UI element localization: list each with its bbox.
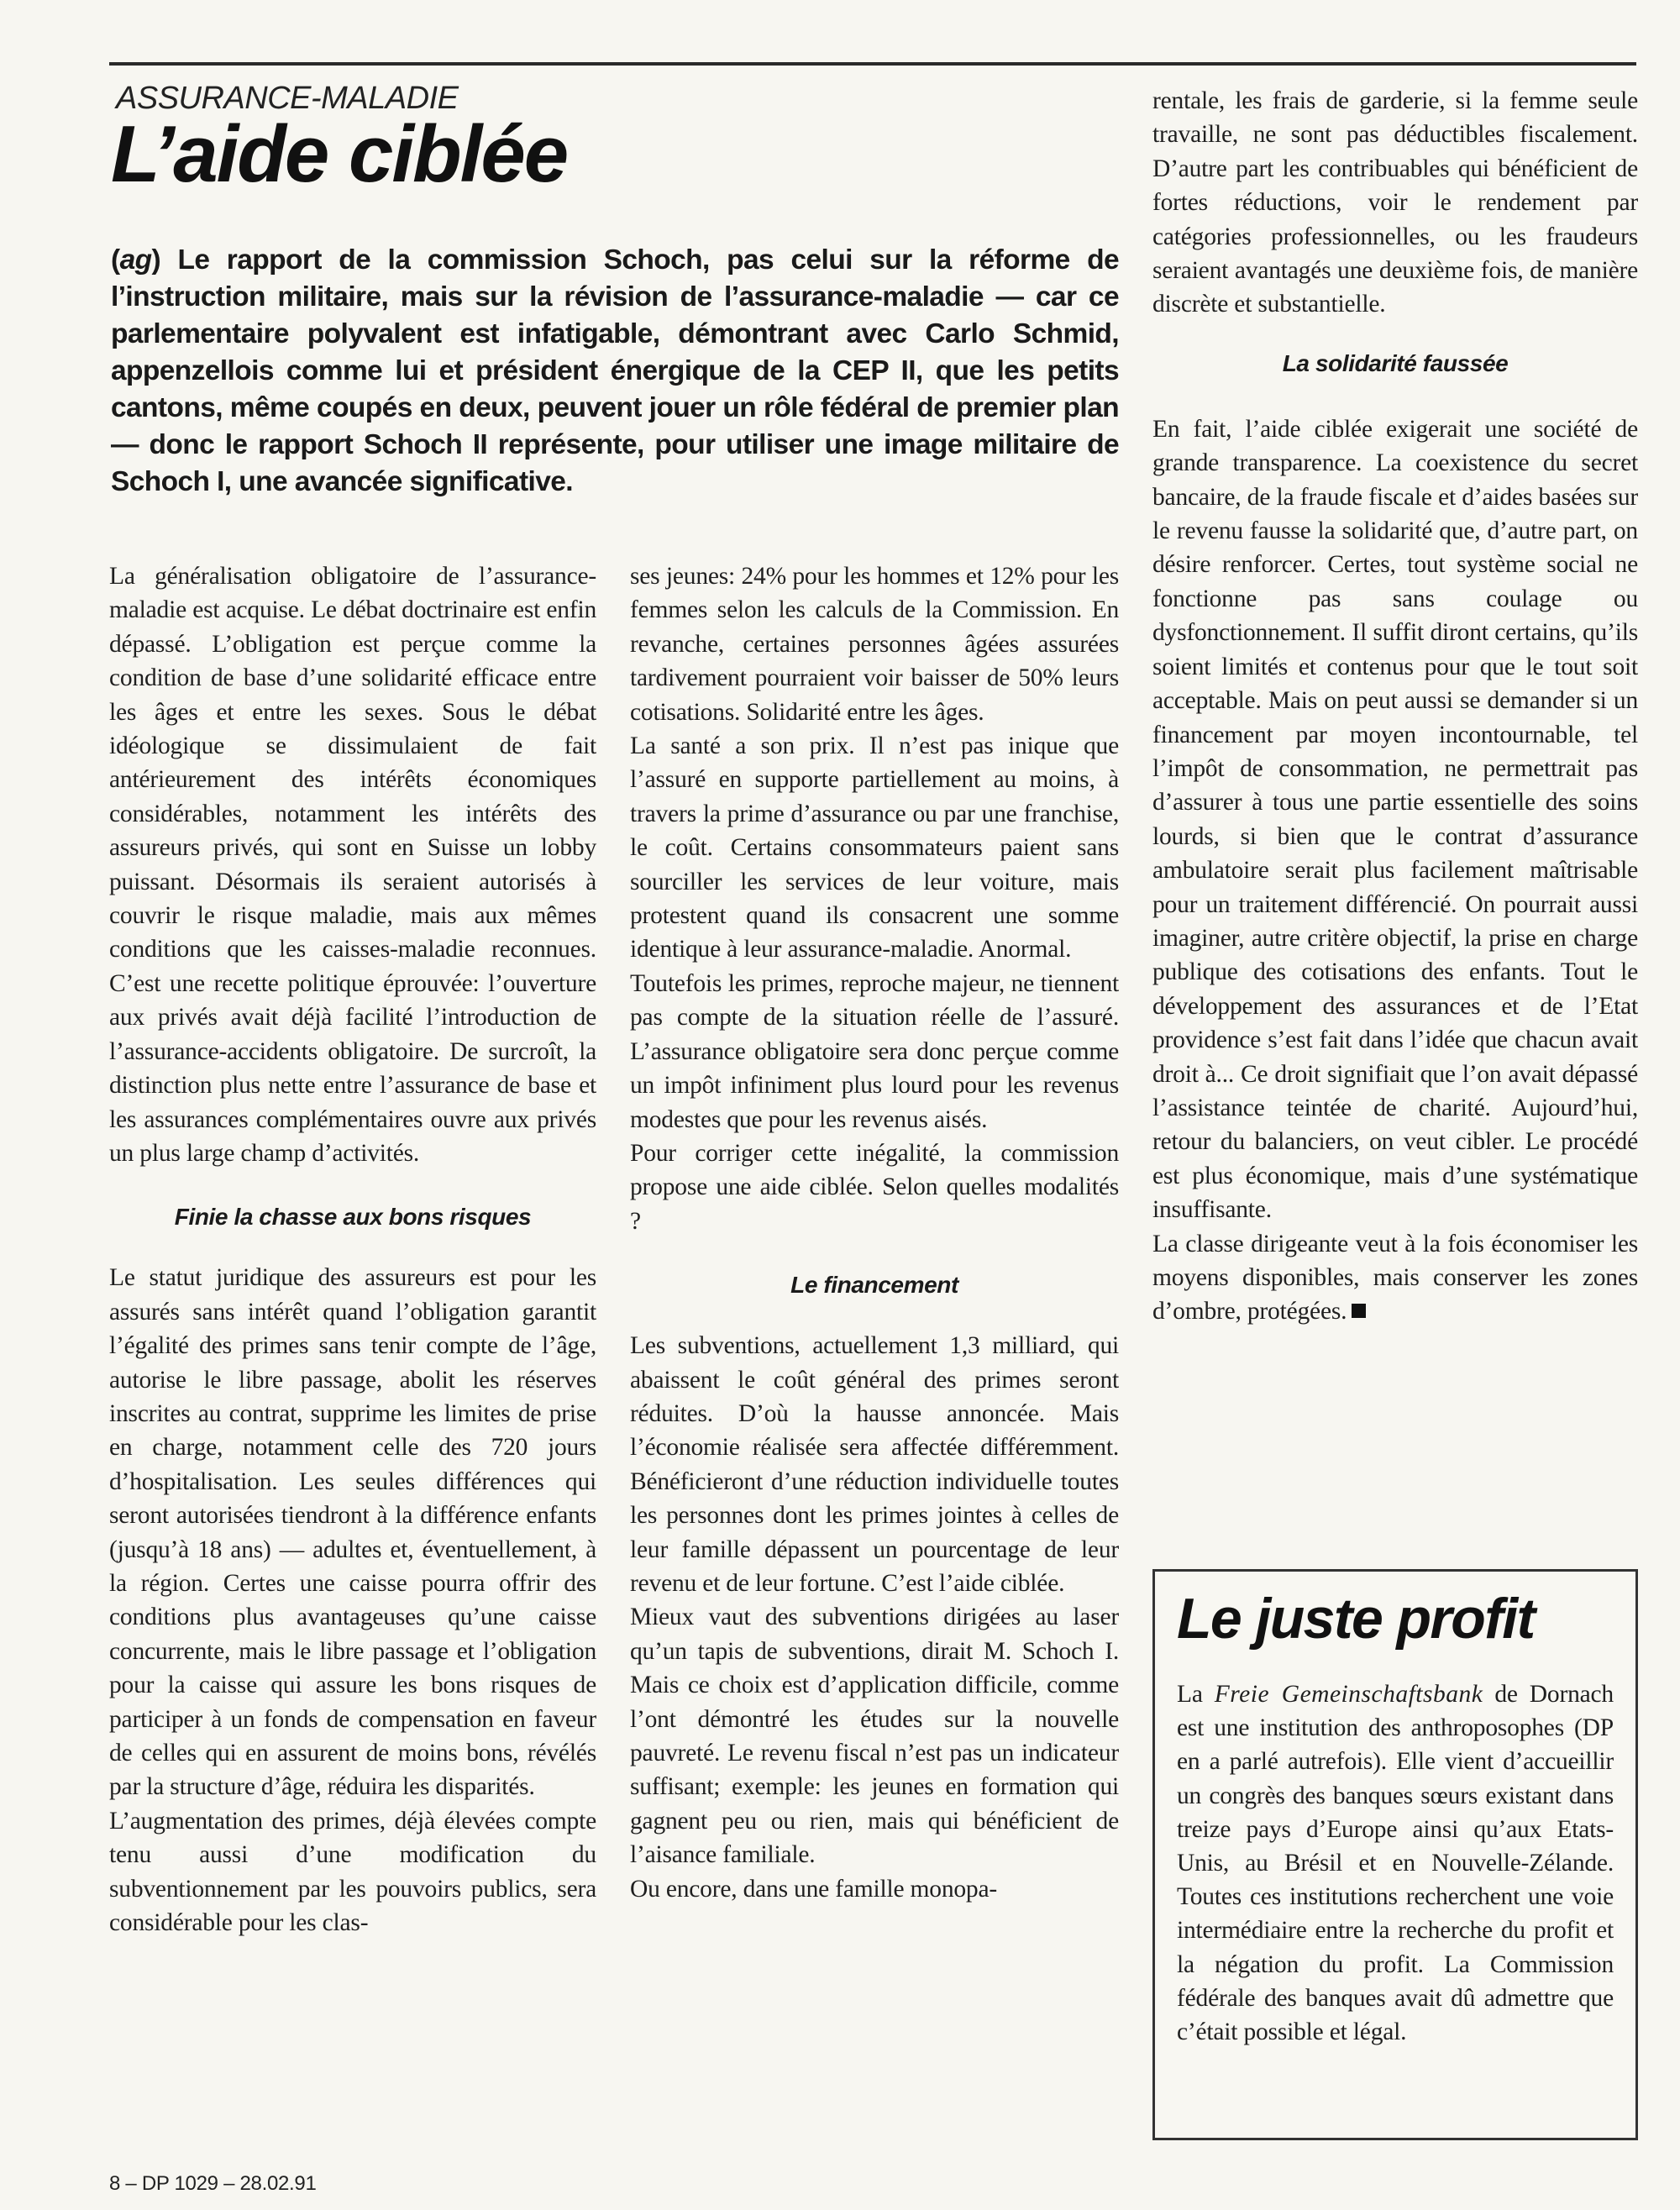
page-footer: 8 – DP 1029 – 28.02.91	[109, 2172, 317, 2195]
paragraph: Les subventions, actuellement 1,3 milliard, qui abaissent le coût général des primes seront réduites. D’où la hausse annoncée. Mais l’économie réalisée sera affectée différemment. Bénéficieront d’une réduction individuelle toutes les personnes dont les primes jointes à celles de leur famille dépassent un pourcentage de leur revenu et de leur fortune. C’est l’aide ciblée.	[630, 1332, 1119, 1597]
paragraph: Toutefois les primes, reproche majeur, ne tiennent pas compte de la situation réelle de l’assuré. L’assurance obligatoire sera donc perçue comme un impôt infiniment plus lourd pour les revenus modestes que pour les revenus aisés.	[630, 969, 1119, 1133]
sidebar-text: de Dornach est une institution des anthroposophes (DP en a parlé autrefois). Elle vient d’accueillir un congrès des banques sœurs existant dans treize pays d’Europe ainsi qu’aux Etats-Unis, au Brésil et en Nouvelle-Zélande. Toutes ces institutions recherchent une voie intermédiaire entre la recherche du profit et la négation du profit. La Commission fédérale des banques avait dû admettre que c’était possible et légal.	[1177, 1681, 1614, 2046]
paragraph: La santé a son prix. Il n’est pas inique que l’assuré en supporte partiellement au moins, à travers la prime d’assurance ou par une franchise, le coût. Certains consommateurs paient sans sourciller les services de leur voiture, mais protestent quand ils consacrent une somme identique à leur assurance-maladie. Anormal.	[630, 732, 1119, 963]
sidebar-title: Le juste profit	[1177, 1587, 1535, 1651]
sidebar-box	[1152, 1569, 1638, 2140]
paragraph: Pour corriger cette inégalité, la commission propose une aide ciblée. Selon quelles modalités ?	[630, 1139, 1119, 1235]
rubric-kicker: ASSURANCE-MALADIE	[116, 81, 459, 116]
section-heading: Le financement	[790, 1272, 958, 1299]
sidebar-prefix: La	[1177, 1681, 1203, 1708]
paragraph: Ou encore, dans une famille monopa-	[630, 1875, 997, 1903]
section-heading: La solidarité faussée	[1282, 349, 1509, 376]
lead-text: Le rapport de la commission Schoch, pas celui sur la réforme de l’instruction militaire, mais sur la révision de l’assurance-maladie — car ce parlementaire polyvalent est infatigable, démontrant avec Carlo Schmid, appenzellois comme lui et président énergique de la CEP II, que les petits cantons, même coupés en deux, peuvent jouer un rôle fédéral de premier plan — donc le rapport Schoch II représente, pour utiliser une image militaire de Schoch I, une avancée significative.	[111, 244, 1119, 497]
paragraph-final-text: La classe dirigeante veut à la fois économiser les moyens disponibles, mais conserver les zones d’ombre, protégées.	[1152, 1230, 1638, 1325]
paragraph: rentale, les frais de garderie, si la femme seule travaille, ne sont pas déductibles fiscalement. D’autre part les contribuables qui bénéficient de fortes réductions, voir le rendement par catégories professionnelles, ou les fraudeurs seraient avantagés une deuxième fois, de manière discrète et substantielle.	[1152, 87, 1638, 318]
paragraph: L’augmentation des primes, déjà élevées compte tenu aussi d’une modification du subventionnement par les pouvoirs publics, sera considérable pour les clas-	[109, 1807, 596, 1937]
paragraph: Le statut juridique des assureurs est pour les assurés sans intérêt quand l’obligation garantit l’égalité des primes sans tenir compte de l’âge, autorise le libre passage, abolit les réserves inscrites au contrat, supprime les limites de prise en charge, notamment celle des 720 jours d’hospitalisation. Les seules différences qui seront autorisées tiendront à la différence enfants (jusqu’à 18 ans) — adultes et, éventuellement, à la région. Certes une caisse pourra offrir des conditions plus avantageuses qu’une caisse concurrente, mais le libre passage et l’obligation pour la caisse qui assure les bons risques de participer à un fonds de compensation en faveur de celles qui en assurent de moins bons, révélés par la structure d’âge, réduira les disparités.	[109, 1264, 596, 1801]
paragraph-final	[1152, 1227, 1638, 1329]
section-heading: Finie la chasse aux bons risques	[174, 1204, 532, 1231]
article-title: L’aide ciblée	[111, 109, 568, 199]
article-lead: (ag) Le rapport de la commission Schoch, pas celui sur la réforme de l’instruction militaire, mais sur la révision de l’assurance-maladie — car ce parlementaire polyvalent est infatigable, démontrant avec Carlo Schmid, appenzellois comme lui et président énergique de la CEP II, que les petits cantons, même coupés en deux, peuvent jouer un rôle fédéral de premier plan — donc le rapport Schoch II représente, pour utiliser une image militaire de Schoch I, une avancée significative.	[111, 244, 1119, 497]
column-3	[1152, 84, 1638, 1329]
sidebar-body	[1177, 1677, 1614, 2049]
paragraph: La généralisation obligatoire de l’assurance-maladie est acquise. Le débat doctrinaire est enfin dépassé. L’obligation est perçue comme la condition de base d’une solidarité efficace entre les âges et entre les sexes. Sous le débat idéologique se dissimulaient de fait antérieurement des intérêts économiques considérables, notamment les intérêts des assureurs privés, qui sont en Suisse un lobby puissant. Désormais ils seraient autorisés à couvrir le risque maladie, mais aux mêmes conditions que les caisses-maladie reconnues. C’est une recette politique éprouvée: l’ouverture aux privés avait déjà facilité l’introduction de l’assurance-accidents obligatoire. De surcroît, la distinction plus nette entre l’assurance de base et les assurances complémentaires ouvre aux privés un plus large champ d’activités.	[109, 563, 596, 1167]
paragraph: Mieux vaut des subventions dirigées au laser qu’un tapis de subventions, dirait M. Schoch I. Mais ce choix est d’application difficile, comme l’ont démontré les études sur la nouvelle pauvreté. Le revenu fiscal n’est pas un indicateur suffisant; exemple: les jeunes en formation qui gagnent peu ou rien, mais qui bénéficient de l’aisance familiale.	[630, 1604, 1119, 1869]
paragraph: En fait, l’aide ciblée exigerait une société de grande transparence. La coexistence du secret bancaire, de la fraude fiscale et d’aides basées sur le revenu fausse la solidarité que, d’autre part, on désire renforcer. Certes, tout système social ne fonctionne pas sans coulage ou dysfonctionnement. Il suffit diront certains, qu’ils soient limités et contenus pour que le tout soit acceptable. Mais on peut aussi se demander si un financement par moyen incontournable, tel l’impôt de consommation, ne permettrait pas d’assurer à tous une partie essentielle des soins lourds, si bien que le contrat d’assurance ambulatoire serait plus facilement maîtrisable pour un traitement différencié. On pourrait aussi imaginer, autre critère objectif, la prise en charge publique des cotisations des enfants. Tout le développement des assurances et de l’Etat providence s’est fait dans l’idée que chacun avait droit à... Ce droit signifiait que l’on avait dépassé l’assistance teintée de charité. Aujourd’hui, retour du balanciers, on veut cibler. Le procédé est plus économique, mais d’une systématique insuffisante.	[1152, 415, 1638, 1224]
paragraph: ses jeunes: 24% pour les hommes et 12% pour les femmes selon les calculs de la Commission. En revanche, certaines personnes âgées assurées tardivement pourraient voir baisser de 50% leurs cotisations. Solidarité entre les âges.	[630, 563, 1119, 726]
column-2	[630, 559, 1119, 1906]
author-tag: ag	[119, 244, 152, 276]
top-rule	[109, 62, 1636, 66]
column-1	[109, 559, 596, 1940]
end-of-article-mark	[1352, 1304, 1366, 1318]
bank-name: Freie Gemeinschaftsbank	[1214, 1681, 1483, 1708]
